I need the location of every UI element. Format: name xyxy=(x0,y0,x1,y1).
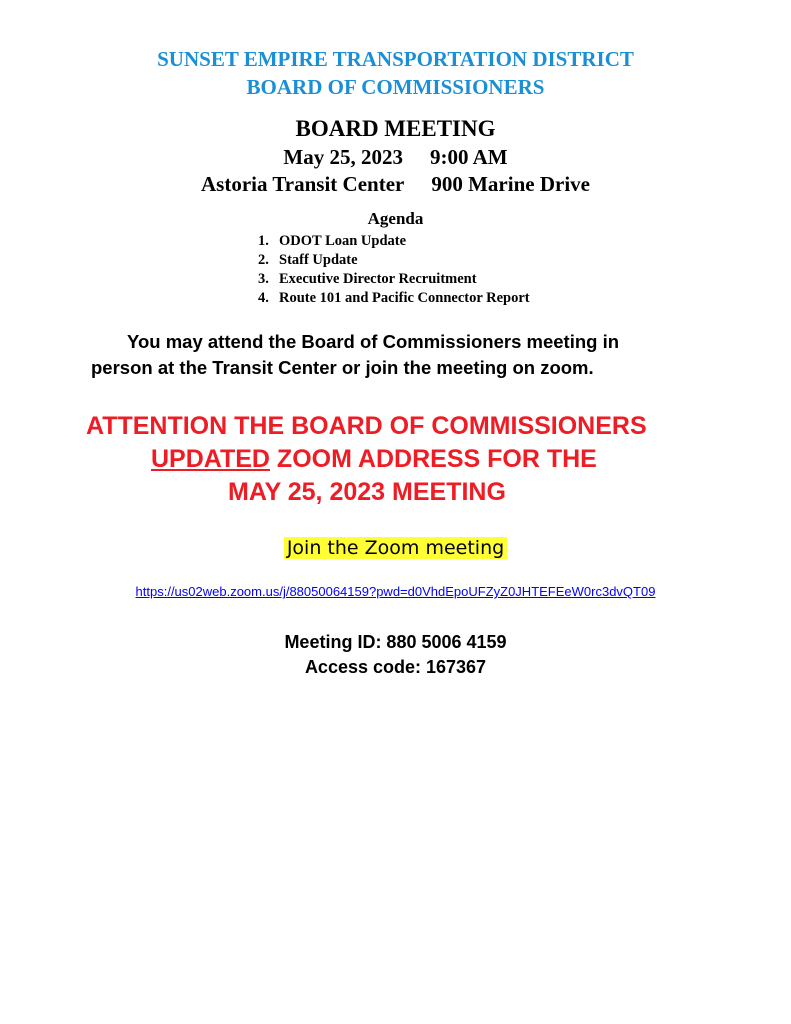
meeting-location xyxy=(0,172,791,197)
zoom-link-row xyxy=(0,583,791,601)
zoom-link[interactable]: https://us02web.zoom.us/j/88050064159?pwd=d0VhdEpoUFZyZ0JHTEFEeW0rc3dvQT09 xyxy=(135,584,656,599)
meeting-date: May 25, 2023 xyxy=(283,145,403,169)
agenda-item: 4. Route 101 and Pacific Connector Report xyxy=(258,290,530,306)
meeting-title: BOARD MEETING xyxy=(295,116,496,141)
agenda-list xyxy=(258,232,530,308)
agenda-item: 2. Staff Update xyxy=(258,252,358,268)
access-code: Access code: 167367 xyxy=(304,657,487,677)
agenda-item: 1. ODOT Loan Update xyxy=(258,233,407,249)
join-zoom-label: Join the Zoom meeting xyxy=(284,537,507,559)
meeting-time: 9:00 AM xyxy=(430,145,508,169)
meeting-address: 900 Marine Drive xyxy=(431,172,590,196)
meeting-datetime xyxy=(0,145,791,170)
attend-line1: You may attend the Board of Commissioners meeting in xyxy=(127,331,620,352)
agenda-item: 3. Executive Director Recruitment xyxy=(258,271,477,287)
meeting-location-name: Astoria Transit Center xyxy=(201,172,405,196)
attend-line2: person at the Transit Center or join the meeting on zoom. xyxy=(91,357,594,378)
org-name-line2: BOARD OF COMMISSIONERS xyxy=(246,75,545,99)
agenda-heading: Agenda xyxy=(367,209,424,228)
attention-line3: MAY 25, 2023 MEETING xyxy=(228,478,506,506)
attention-line1: ATTENTION THE BOARD OF COMMISSIONERS xyxy=(86,412,647,440)
join-zoom-row xyxy=(0,536,791,561)
attention-line2: UPDATED ZOOM ADDRESS FOR THE xyxy=(151,445,597,473)
updated-word: UPDATED xyxy=(151,445,270,473)
org-name-line1: SUNSET EMPIRE TRANSPORTATION DISTRICT xyxy=(157,47,634,71)
meeting-id: Meeting ID: 880 5006 4159 xyxy=(284,632,507,652)
